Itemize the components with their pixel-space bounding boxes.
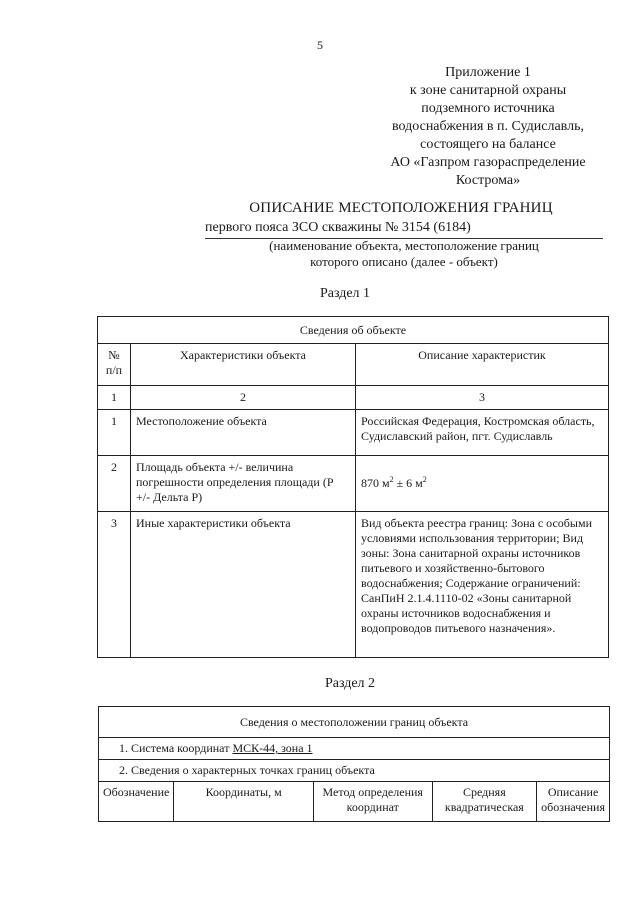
document-title: ОПИСАНИЕ МЕСТОПОЛОЖЕНИЯ ГРАНИЦ bbox=[249, 200, 553, 216]
appendix-line: водоснабжения в п. Судиславль, bbox=[392, 119, 584, 134]
document-note bbox=[205, 238, 603, 270]
col-header-coordinates: Координаты, м bbox=[174, 782, 314, 822]
appendix-line: Приложение 1 bbox=[445, 65, 531, 80]
col-header-characteristic: Характеристики объекта bbox=[131, 344, 356, 386]
coordinate-system-row bbox=[99, 738, 610, 760]
col-header-description: Описание характеристик bbox=[356, 344, 609, 386]
section1-heading: Раздел 1 bbox=[319, 286, 371, 301]
document-subtitle bbox=[205, 220, 603, 239]
area-tolerance: ± 6 м bbox=[393, 476, 423, 490]
row-characteristic: Иные характеристики объекта bbox=[131, 512, 356, 658]
row-description: Вид объекта реестра границ: Зона с особыми условиями использования территории; Вид зоны: Зона санитарной охраны источников питьевого и хозяйственно-бытового водоснабжения; Содержание ограничений: СанПиН 2.1.4.1110-02 «Зоны санитарной охраны источников водоснабжения и водопроводов питьевого назначения». bbox=[356, 512, 609, 658]
appendix-line: состоящего на балансе bbox=[420, 137, 556, 152]
col-header-num: № п/п bbox=[98, 344, 131, 386]
row-num: 2 bbox=[98, 456, 131, 512]
boundary-location-table bbox=[98, 706, 610, 822]
col-header-designation-description: Описание обозначения bbox=[537, 782, 610, 822]
area-exponent: 2 bbox=[389, 475, 394, 484]
row-description bbox=[356, 456, 609, 512]
col-header-designation: Обозначение bbox=[99, 782, 174, 822]
appendix-line: Кострома» bbox=[455, 173, 521, 188]
appendix-line: к зоне санитарной охраны bbox=[409, 83, 567, 98]
index-cell: 3 bbox=[356, 386, 609, 410]
coordinate-system-value: МСК-44, зона 1 bbox=[232, 741, 313, 755]
row-num: 1 bbox=[98, 410, 131, 456]
col-header-method: Метод определения координат bbox=[313, 782, 432, 822]
page-number: 5 bbox=[317, 38, 323, 52]
appendix-block bbox=[360, 64, 616, 190]
row-characteristic: Площадь объекта +/- величина погрешности определения площади (Р +/- Дельта Р) bbox=[131, 456, 356, 512]
points-title-row: 2. Сведения о характерных точках границ объекта bbox=[99, 760, 610, 782]
coordinate-system-label: 1. Система координат bbox=[119, 741, 233, 755]
boundary-table-title: Сведения о местоположении границ объекта bbox=[99, 707, 610, 738]
row-description: Российская Федерация, Костромская область, Судиславский район, пгт. Судиславль bbox=[356, 410, 609, 456]
row-num: 3 bbox=[98, 512, 131, 658]
document-note-line: которого описано (далее - объект) bbox=[310, 254, 498, 269]
table-row bbox=[98, 410, 609, 456]
document-subtitle-text: первого пояса ЗСО скважины № 3154 (6184) bbox=[205, 220, 471, 235]
object-info-table-title: Сведения об объекте bbox=[98, 317, 609, 344]
object-info-table bbox=[97, 316, 609, 658]
appendix-line: АО «Газпром газораспределение bbox=[390, 155, 586, 170]
index-cell: 2 bbox=[131, 386, 356, 410]
table-row bbox=[98, 456, 609, 512]
appendix-line: подземного источника bbox=[421, 101, 555, 116]
row-characteristic: Местоположение объекта bbox=[131, 410, 356, 456]
tolerance-exponent: 2 bbox=[422, 475, 427, 484]
document-note-line: (наименование объекта, местоположение границ bbox=[269, 238, 539, 253]
index-cell: 1 bbox=[98, 386, 131, 410]
col-header-rms: Средняя квадратическая bbox=[432, 782, 537, 822]
section2-heading: Раздел 2 bbox=[324, 676, 376, 691]
table-row bbox=[98, 512, 609, 658]
area-value: 870 м bbox=[361, 476, 390, 490]
